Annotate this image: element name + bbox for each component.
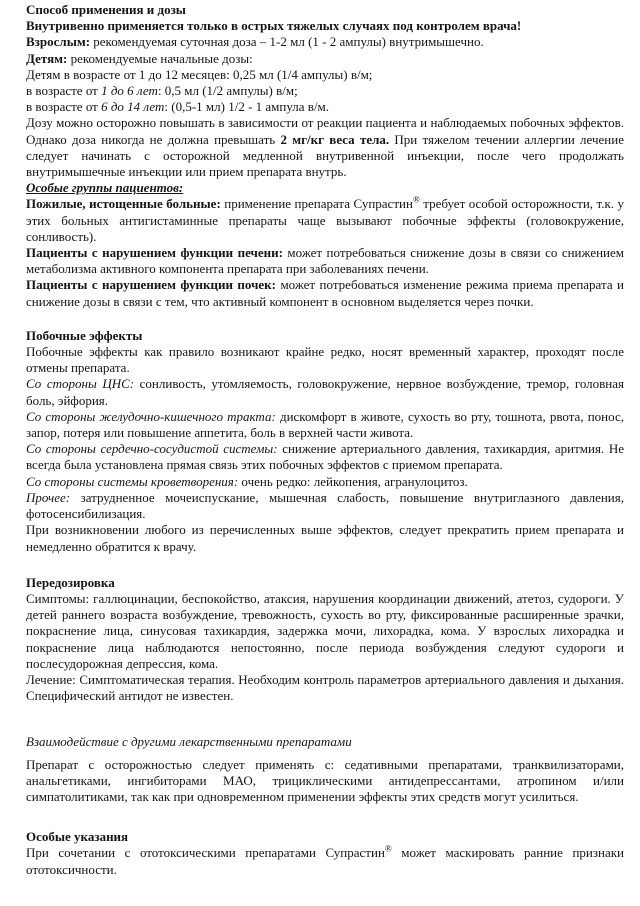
children-dose-2-post: : 0,5 мл (1/2 ампулы) в/м; xyxy=(157,83,298,99)
blood-label: Со стороны системы кроветворения: xyxy=(26,473,239,489)
children-dose-2 xyxy=(26,83,624,99)
overdose-treatment: Лечение: Симптоматическая терапия. Необходим контроль параметров артериального давления и дыхания. Специфический антидот не известен. xyxy=(26,671,624,704)
kidney-paragraph xyxy=(26,277,624,309)
overdose-symptoms: Симптомы: галлюцинации, беспокойство, атаксия, нарушения координации движений, атетоз, судороги. У детей раннего возраста возбуждение, тревожность, сухость во рту, фиксированные расширенные зрачки, покраснение лица, синусовая тахикардия, задержка мочи, лихорадка, кома. У взрослых лихорадка и покраснение лица наблюдаются непостоянно, после периода возбуждения следуют судороги и послесудорожная депрессия, кома. xyxy=(26,590,624,671)
adults-text: рекомендуемая суточная доза – 1-2 мл (1 - 2 ампулы) внутримышечно. xyxy=(90,34,484,50)
side-effects-intro: Побочные эффекты как правило возникают крайне редко, носят временный характер, проходят после отмены препарата. xyxy=(26,344,624,376)
interactions-title: Взаимодействие с другими лекарственными препаратами xyxy=(26,734,352,750)
registered-mark-2: ® xyxy=(384,844,392,855)
gi-text: дискомфорт в животе, сухость во рту, тошнота, рвота, понос, запор, потеря или повышение аппетита, боль в верхней части живота. xyxy=(26,408,624,441)
gi-label: Со стороны желудочно-кишечного тракта: xyxy=(26,408,276,424)
special-notes-text-1: При сочетании с ототоксическими препаратами Супрастин xyxy=(26,845,385,861)
dose-increase-pre: Дозу можно осторожно повышать в зависимости от реакции пациента и наблюдаемых побочных эффектов. Однако доза никогда не должна превышать xyxy=(26,115,624,147)
children-dose-3-pre: в возрасте от xyxy=(26,99,102,115)
overdose-title: Передозировка xyxy=(26,574,115,590)
children-dose-2-pre: в возрасте от xyxy=(26,83,102,99)
children-dose xyxy=(26,51,624,67)
cv-label: Со стороны сердечно-сосудистой системы: xyxy=(26,441,278,457)
dose-increase-post: При тяжелом течении аллергии лечение следует начинать с осторожной медленной внутривенной инъекции, после чего продолжать внутримышечные инъекции или прием препарата внутрь. xyxy=(26,131,624,180)
liver-paragraph xyxy=(26,245,624,277)
dose-increase-paragraph xyxy=(26,115,624,180)
elderly-text-2: требует особой осторожности, т.к. у этих больных антигистаминные препараты чаще вызывают побочные эффекты (головокружение, сонливость). xyxy=(26,196,624,244)
other-paragraph xyxy=(26,490,624,522)
liver-label: Пациенты с нарушением функции печени: xyxy=(26,245,283,261)
gi-paragraph xyxy=(26,409,624,441)
elderly-paragraph xyxy=(26,196,624,245)
blood-text: очень редко: лейкопения, агранулоцитоз. xyxy=(238,473,468,489)
children-dose-2-ages: 1 до 6 лет xyxy=(101,83,158,99)
side-effects-title: Побочные эффекты xyxy=(26,327,143,343)
children-label: Детям: xyxy=(26,50,68,66)
elderly-label: Пожилые, истощенные больные: xyxy=(26,196,221,212)
cns-label: Со стороны ЦНС: xyxy=(26,376,135,392)
liver-text: может потребоваться снижение дозы в связи со снижением метаболизма активного компонента препарата при заболеваниях печени. xyxy=(26,245,624,277)
children-dose-3-post: : (0,5-1 мл) 1/2 - 1 ампула в/м. xyxy=(164,99,330,115)
cv-text: снижение артериального давления, тахикардия, аритмия. Не всегда была установлена прямая связь этих побочных эффектов с приемом препарата. xyxy=(26,441,624,473)
adults-label: Взрослым: xyxy=(26,34,91,50)
kidney-text: может потребоваться изменение режима приема препарата и снижение дозы в связи с тем, что активный компонент в основном выделяется через почки. xyxy=(26,277,624,309)
max-dose: 2 мг/кг веса тела. xyxy=(280,131,390,147)
cv-paragraph xyxy=(26,441,624,473)
other-label: Прочее: xyxy=(26,489,71,505)
interactions-text: Препарат с осторожностью следует применять с: седативными препаратами, транквилизаторами, анальгетиками, ингибиторами МАО, трициклическими антидепрессантами, атропином и/или симпатолитиками, так как при одновременном применении эффекты этих средств могут усилиться. xyxy=(26,756,624,804)
stop-paragraph: При возникновении любого из перечисленных выше эффектов, следует прекратить прием препарата и немедленно обратится к врачу. xyxy=(26,522,624,554)
cns-text: сонливость, утомляемость, головокружение, нервное возбуждение, тремор, головная боль, эйфория. xyxy=(26,376,624,408)
adults-dose xyxy=(26,34,624,50)
kidney-label: Пациенты с нарушением функции почек: xyxy=(26,277,277,293)
children-dose-3-ages: 6 до 14 лет xyxy=(101,99,165,115)
children-dose-3 xyxy=(26,99,624,115)
other-text: затрудненное мочеиспускание, мышечная слабость, повышение внутриглазного давления, фотосенсибилизация. xyxy=(26,489,624,522)
children-dose-1: Детям в возрасте от 1 до 12 месяцев: 0,25 мл (1/4 ампулы) в/м; xyxy=(26,66,373,82)
iv-warning: Внутривенно применяется только в острых тяжелых случаях под контролем врача! xyxy=(26,18,522,34)
special-notes-text xyxy=(26,845,624,877)
special-notes-title: Особые указания xyxy=(26,829,129,845)
blood-paragraph xyxy=(26,474,624,490)
cns-paragraph xyxy=(26,376,624,408)
elderly-text-1: применение препарата Супрастин xyxy=(220,196,413,212)
special-groups-title: Особые группы пациентов: xyxy=(26,180,184,196)
registered-mark: ® xyxy=(412,195,420,206)
dosage-title: Способ применения и дозы xyxy=(26,2,186,17)
children-text: рекомендуемые начальные дозы: xyxy=(67,50,253,66)
special-notes-text-2: может маскировать ранние признаки ототоксичности. xyxy=(26,845,624,877)
